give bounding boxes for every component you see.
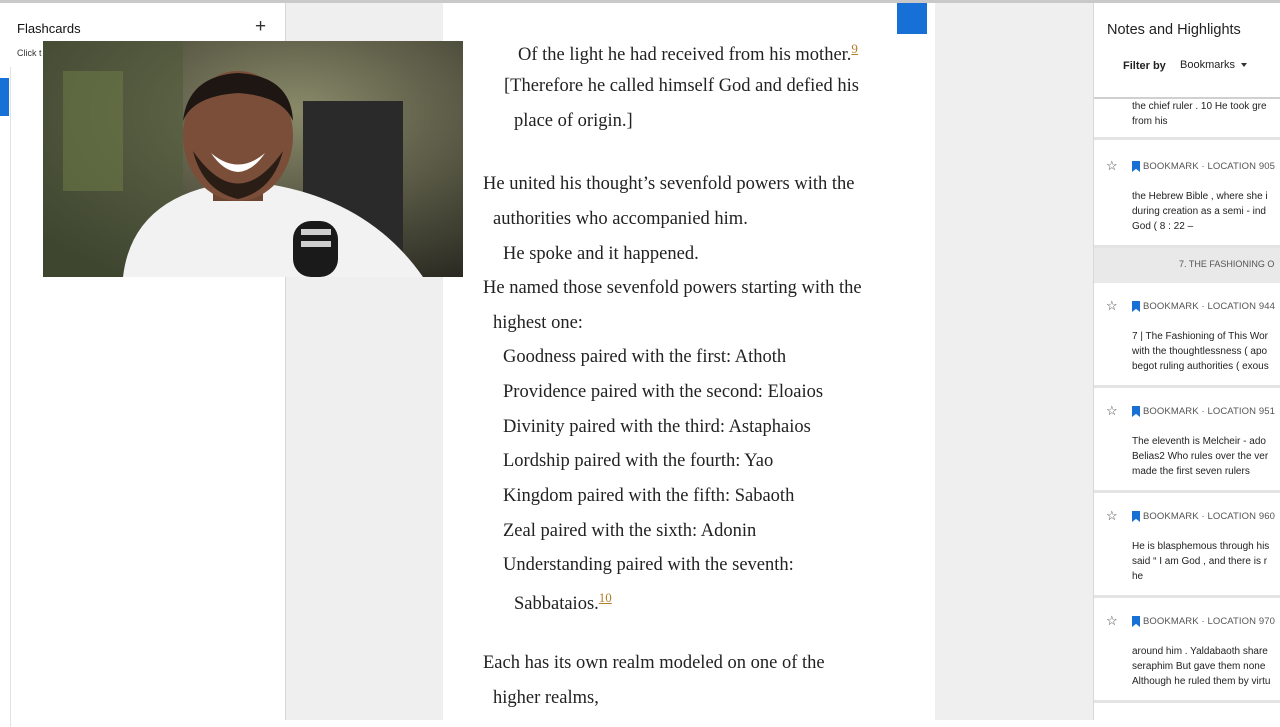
text-line: Lordship paired with the fourth: Yao	[503, 451, 774, 471]
bookmark-icon	[1132, 161, 1140, 172]
note-snippet-line: from his	[1132, 116, 1168, 127]
notes-panel	[1093, 3, 1280, 720]
note-card[interactable]	[1094, 288, 1280, 388]
book-page	[443, 3, 935, 720]
text-line: Zeal paired with the sixth: Adonin	[503, 521, 757, 541]
note-snippet-line: made the first seven rulers	[1132, 466, 1250, 477]
page-bookmark-ribbon[interactable]	[897, 3, 927, 34]
note-snippet-line: The eleventh is Melcheir - ado	[1132, 436, 1266, 447]
star-icon[interactable]: ☆	[1106, 403, 1118, 418]
note-snippet-line: Belias2 Who rules over the ver	[1132, 451, 1269, 462]
flashcards-divider	[10, 67, 11, 727]
add-flashcard-button[interactable]: +	[255, 16, 267, 37]
note-card[interactable]	[1094, 498, 1280, 598]
chevron-down-icon	[1241, 63, 1247, 67]
bookmark-icon	[1132, 406, 1140, 417]
text-line: Kingdom paired with the fifth: Sabaoth	[503, 486, 795, 506]
bookmark-icon	[1132, 616, 1140, 627]
note-snippet-line: 7 | The Fashioning of This Wor	[1132, 331, 1269, 342]
note-snippet-line: He is blasphemous through his	[1132, 541, 1270, 552]
bookmark-icon	[1132, 511, 1140, 522]
note-snippet-line: God ( 8 : 22 –	[1132, 221, 1194, 232]
footnote-link[interactable]: 9	[851, 41, 858, 56]
text-line: place of origin.]	[514, 111, 633, 131]
note-snippet-line: said “ I am God , and there is r	[1132, 556, 1268, 567]
text-line: higher realms,	[493, 688, 599, 708]
note-snippet-line: seraphim But gave them none	[1132, 661, 1266, 672]
bookmark-location: BOOKMARK · LOCATION 905	[1143, 161, 1275, 172]
bookmark-location: BOOKMARK · LOCATION 970	[1143, 616, 1275, 627]
bookmark-location: BOOKMARK · LOCATION 960	[1143, 511, 1275, 522]
star-icon[interactable]: ☆	[1106, 158, 1118, 173]
text-line: Sabbataios.$^{10}$	[514, 590, 612, 615]
filter-label: Filter by	[1123, 60, 1166, 72]
text-line: Understanding paired with the seventh:	[503, 555, 794, 575]
text-line: Of the light he had received from his mother.$^9$	[518, 41, 858, 66]
bookmark-icon	[1132, 301, 1140, 312]
text-line: Divinity paired with the third: Astaphaios	[503, 417, 811, 437]
flashcards-subtitle: Click t	[17, 48, 42, 58]
text-line: He united his thought’s sevenfold powers with the	[483, 174, 855, 194]
chapter-header: 7. THE FASHIONING O	[1094, 248, 1280, 283]
note-snippet-line: with the thoughtlessness ( apo	[1132, 346, 1268, 357]
text-line: Providence paired with the second: Eloaios	[503, 382, 824, 402]
text-line: Goodness paired with the first: Athoth	[503, 347, 787, 367]
note-card[interactable]	[1094, 603, 1280, 703]
text-line: [Therefore he called himself God and defied his	[504, 76, 859, 96]
note-snippet-line: around him . Yaldabaoth share	[1132, 646, 1268, 657]
text-line: He named those sevenfold powers starting with the	[483, 278, 862, 298]
webcam-overlay	[43, 41, 463, 277]
note-card[interactable]	[1094, 148, 1280, 248]
note-snippet-line: Although he ruled them by virtu	[1132, 676, 1271, 687]
note-snippet-line: during creation as a semi - ind	[1132, 206, 1266, 217]
star-icon[interactable]: ☆	[1106, 508, 1118, 523]
text-line: highest one:	[493, 313, 583, 333]
text-line: authorities who accompanied him.	[493, 209, 748, 229]
note-snippet-line: begot ruling authorities ( exous	[1132, 361, 1269, 372]
notes-title: Notes and Highlights	[1107, 22, 1241, 38]
footnote-link[interactable]: 10	[598, 590, 612, 605]
star-icon[interactable]: ☆	[1106, 298, 1118, 313]
bookmark-location: BOOKMARK · LOCATION 951	[1143, 406, 1275, 417]
note-snippet-line: the chief ruler . 10 He took gre	[1132, 101, 1267, 112]
flashcard-selection-indicator[interactable]	[0, 78, 9, 116]
webcam-person-image	[43, 41, 463, 277]
text-line: He spoke and it happened.	[503, 244, 699, 264]
bookmark-location: BOOKMARK · LOCATION 944	[1143, 301, 1275, 312]
note-card[interactable]	[1094, 99, 1280, 140]
note-snippet-line: the Hebrew Bible , where she i	[1132, 191, 1268, 202]
text-line: Each has its own realm modeled on one of the	[483, 653, 825, 673]
note-snippet-line: he	[1132, 571, 1144, 582]
note-card[interactable]	[1094, 393, 1280, 493]
flashcards-title: Flashcards	[17, 21, 81, 36]
star-icon[interactable]: ☆	[1106, 613, 1118, 628]
filter-dropdown[interactable]: Bookmarks	[1180, 59, 1247, 71]
reader-right-margin	[935, 3, 1093, 720]
